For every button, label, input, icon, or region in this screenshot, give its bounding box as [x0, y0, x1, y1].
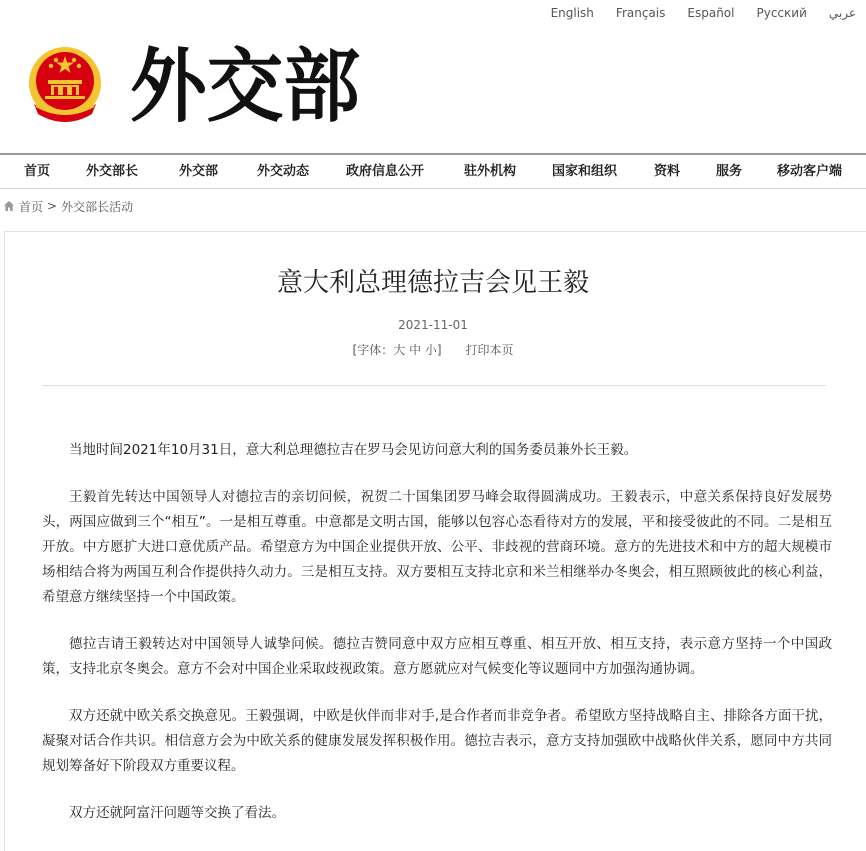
- breadcrumb-separator: >: [47, 199, 58, 213]
- mfa-calligraphy-logo[interactable]: [130, 28, 365, 144]
- nav-item-minister[interactable]: 外交部长: [86, 164, 139, 179]
- nav-item-home[interactable]: 首页: [24, 164, 51, 179]
- article-tools: [0, 341, 866, 358]
- svg-text:外交部: 外交部: [130, 39, 360, 133]
- nav-item-government-info[interactable]: 政府信息公开: [346, 164, 425, 179]
- nav-item-missions-abroad[interactable]: 驻外机构: [464, 164, 517, 179]
- article-body: [42, 438, 832, 848]
- home-icon: [3, 200, 15, 212]
- breadcrumb-home-link[interactable]: 首页: [19, 199, 44, 214]
- breadcrumb-current-link[interactable]: 外交部长活动: [61, 199, 134, 214]
- print-page-link[interactable]: 打印本页: [465, 343, 514, 357]
- article-title: 意大利总理德拉吉会见王毅: [276, 268, 589, 298]
- main-nav: [0, 153, 866, 189]
- font-size-label-close: ]: [436, 343, 442, 357]
- site-header: [0, 0, 866, 152]
- nav-item-ministry[interactable]: 外交部: [179, 164, 219, 179]
- article-paragraph: 双方还就中欧关系交换意见。王毅强调，中欧是伙伴而非对手,是合作者而非竞争者。希望欧方坚持战略自主、排除各方面干扰，凝聚对话合作共识。相信意方会为中欧关系的健康发展发挥积极作用。德拉吉表示，意方支持加强欧中战略伙伴关系，愿同中方共同规划筹备好下阶段双方重要议程。: [42, 708, 832, 774]
- article-paragraph: 双方还就阿富汗问题等交换了看法。: [69, 805, 285, 821]
- title-divider: [42, 385, 826, 386]
- nav-item-diplomatic-news[interactable]: 外交动态: [257, 164, 310, 179]
- font-size-large-link[interactable]: 大: [393, 343, 406, 357]
- lang-spanish-link[interactable]: Español: [687, 6, 735, 20]
- nav-item-resources[interactable]: 资料: [654, 164, 681, 179]
- nav-item-services[interactable]: 服务: [716, 164, 743, 179]
- breadcrumb: [0, 197, 133, 215]
- national-emblem-icon[interactable]: [26, 44, 104, 126]
- article-paragraph: 王毅首先转达中国领导人对德拉吉的亲切问候，祝贺二十国集团罗马峰会取得圆满成功。王毅表示，中意关系保持良好发展势头，两国应做到三个“相互”。一是相互尊重。中意都是文明古国，能够以包容心态看待对方的发展，平和接受彼此的不同。二是相互开放。中方愿扩大进口意优质产品。希望意方为中国企业提供开放、公平、非歧视的营商环境。意方的先进技术和中方的超大规模市场相结合将为两国互利合作提供持久动力。三是相互支持。双方要相互支持北京和米兰相继举办冬奥会，相互照顾彼此的核心利益，希望意方继续坚持一个中国政策。: [42, 489, 832, 605]
- article-paragraph: 当地时间2021年10月31日，意大利总理德拉吉在罗马会见访问意大利的国务委员兼外长王毅。: [69, 442, 638, 458]
- font-size-small-link[interactable]: 小: [424, 343, 437, 357]
- article-date: 2021-11-01: [398, 318, 468, 332]
- article-paragraph: 德拉吉请王毅转达对中国领导人诚挚问候。德拉吉赞同意中双方应相互尊重、相互开放、相互支持，表示意方坚持一个中国政策，支持北京冬奥会。意方不会对中国企业采取歧视政策。意方愿就应对气候变化等议题同中方加强沟通协调。: [42, 636, 832, 677]
- font-size-medium-link[interactable]: 中: [409, 343, 422, 357]
- lang-english-link[interactable]: English: [550, 6, 594, 20]
- lang-arabic-link[interactable]: عربي: [828, 6, 856, 20]
- font-size-switcher: [353, 343, 446, 357]
- font-size-label: [字体：: [352, 343, 394, 357]
- nav-item-countries-organizations[interactable]: 国家和组织: [552, 164, 618, 179]
- language-bar: [529, 6, 856, 20]
- lang-french-link[interactable]: Français: [615, 6, 666, 20]
- nav-item-mobile-client[interactable]: 移动客户端: [777, 164, 843, 179]
- lang-russian-link[interactable]: Русский: [756, 6, 807, 20]
